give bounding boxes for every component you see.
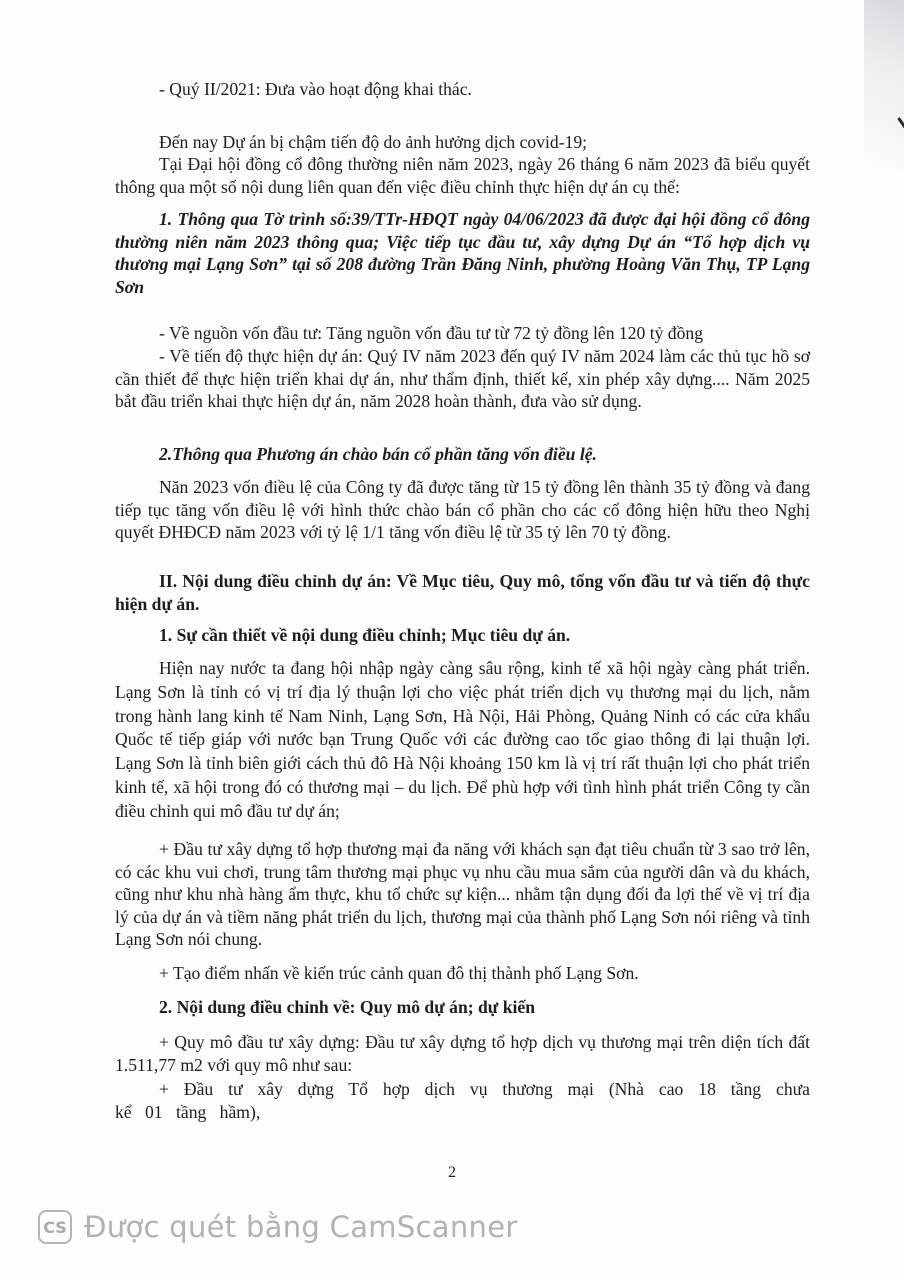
heading-necessity: 1. Sự cần thiết về nội dung điều chỉnh; Mục tiêu dự án. [159,625,571,645]
page-edge-shadow [864,0,904,170]
paragraph-context: Hiện nay nước ta đang hội nhập ngày càng sâu rộng, kinh tế xã hội ngày càng phát triển. Lạng Sơn là tỉnh có vị trí địa lý thuận lợi cho việc phát triển dịch vụ thương mại du lịch, nằm trong hành lang kinh tế Nam Ninh, Lạng Sơn, Hà Nội, Hải Phòng, Quảng Ninh có các cửa khẩu Quốc tế tiếp giáp với nước bạn Trung Quốc với các đường cao tốc giao thông đi lại thuận lợi. Lạng Sơn là tỉnh biên giới cách thủ đô Hà Nội khoảng 150 km là vị trí rất thuận lợi cho phát triển kinh tế, xã hội trong đó có thương mại – du lịch. Để phù hợp với tình hình phát triển Công ty cần điều chỉnh qui mô đầu tư dự án; [115,658,810,821]
watermark-text: Được quét bằng CamScanner [84,1210,518,1244]
paragraph-scale: + Quy mô đầu tư xây dựng: Đầu tư xây dựng tổ hợp dịch vụ thương mại trên diện tích đất 1.511,77 m2 với quy mô như sau: [115,1032,810,1075]
paragraph-landmark: + Tạo điểm nhấn về kiến trúc cảnh quan đô thị thành phố Lạng Sơn. [159,963,639,983]
heading-approval-1: 1. Thông qua Tờ trình số:39/TTr-HĐQT ngày 04/06/2023 đã được đại hội đồng cổ đông thường niên năm 2023 thông qua; Việc tiếp tục đầu tư, xây dựng Dự án “Tổ hợp dịch vụ thương mại Lạng Sơn” tại số 208 đường Trần Đăng Ninh, phường Hoàng Văn Thụ, TP Lạng Sơn [115,209,810,297]
paragraph-complex: + Đầu tư xây dựng tổ hợp thương mại đa năng với khách sạn đạt tiêu chuẩn từ 3 sao trở lên, có các khu vui chơi, trung tâm thương mại phục vụ nhu cầu mua sắm của người dân và du khách, cũng như khu nhà hàng ẩm thực, khu tổ chức sự kiện... nhằm tận dụng đối đa lợi thế về vị trí địa lý của dự án và tiềm năng phát triển du lịch, thương mại của thành phố Lạng Sơn nói riêng và tỉnh Lạng Sơn nói chung. [115,839,810,949]
heading-approval-2: 2.Thông qua Phương án chào bán cổ phần tăng vốn điều lệ. [159,444,597,464]
paragraph-building: + Đầu tư xây dựng Tổ hợp dịch vụ thương mại (Nhà cao 18 tầng chưa kể 01 tầng hầm), [115,1079,810,1122]
paragraph-charter-capital: Năn 2023 vốn điều lệ của Công ty đã được tăng từ 15 tỷ đồng lên thành 35 tỷ đồng và đang tiếp tục tăng vốn điều lệ với hình thức chào bán cổ phần cho các cổ đông hiện hữu theo Nghị quyết ĐHĐCĐ năm 2023 với tỷ lệ 1/1 tăng vốn điều lệ từ 35 tỷ lên 70 tỷ đồng. [115,477,810,542]
camscanner-watermark [38,1207,518,1247]
paragraph-schedule: - Về tiến độ thực hiện dự án: Quý IV năm 2023 đến quý IV năm 2024 làm các thủ tục hồ sơ cần thiết để thực hiện triển khai dự án, như thẩm định, thiết kế, xin phép xây dựng.... Năm 2025 bắt đầu triển khai thực hiện dự án, năm 2028 hoàn thành, đưa vào sử dụng. [115,346,810,411]
page-number: 2 [448,1164,456,1181]
heading-scale: 2. Nội dung điều chỉnh về: Quy mô dự án; dự kiến [159,997,536,1017]
heading-section-ii: II. Nội dung điều chỉnh dự án: Về Mục tiêu, Quy mô, tổng vốn đầu tư và tiến độ thực hiện dự án. [115,571,810,614]
paragraph-quarter: - Quý II/2021: Đưa vào hoạt động khai thác. [159,79,472,99]
paragraph-meeting: Tại Đại hội đồng cổ đông thường niên năm 2023, ngày 26 tháng 6 năm 2023 đã biểu quyết thông qua một số nội dung liên quan đến việc điều chỉnh thực hiện dự án cụ thể: [115,154,810,197]
paragraph-delay: Đến nay Dự án bị chậm tiến độ do ảnh hưởng dịch covid-19; [159,132,588,152]
paragraph-capital: - Về nguồn vốn đầu tư: Tăng nguồn vốn đầu tư từ 72 tỷ đồng lên 120 tỷ đồng [159,323,703,343]
camscanner-logo-icon: CS [38,1210,72,1244]
